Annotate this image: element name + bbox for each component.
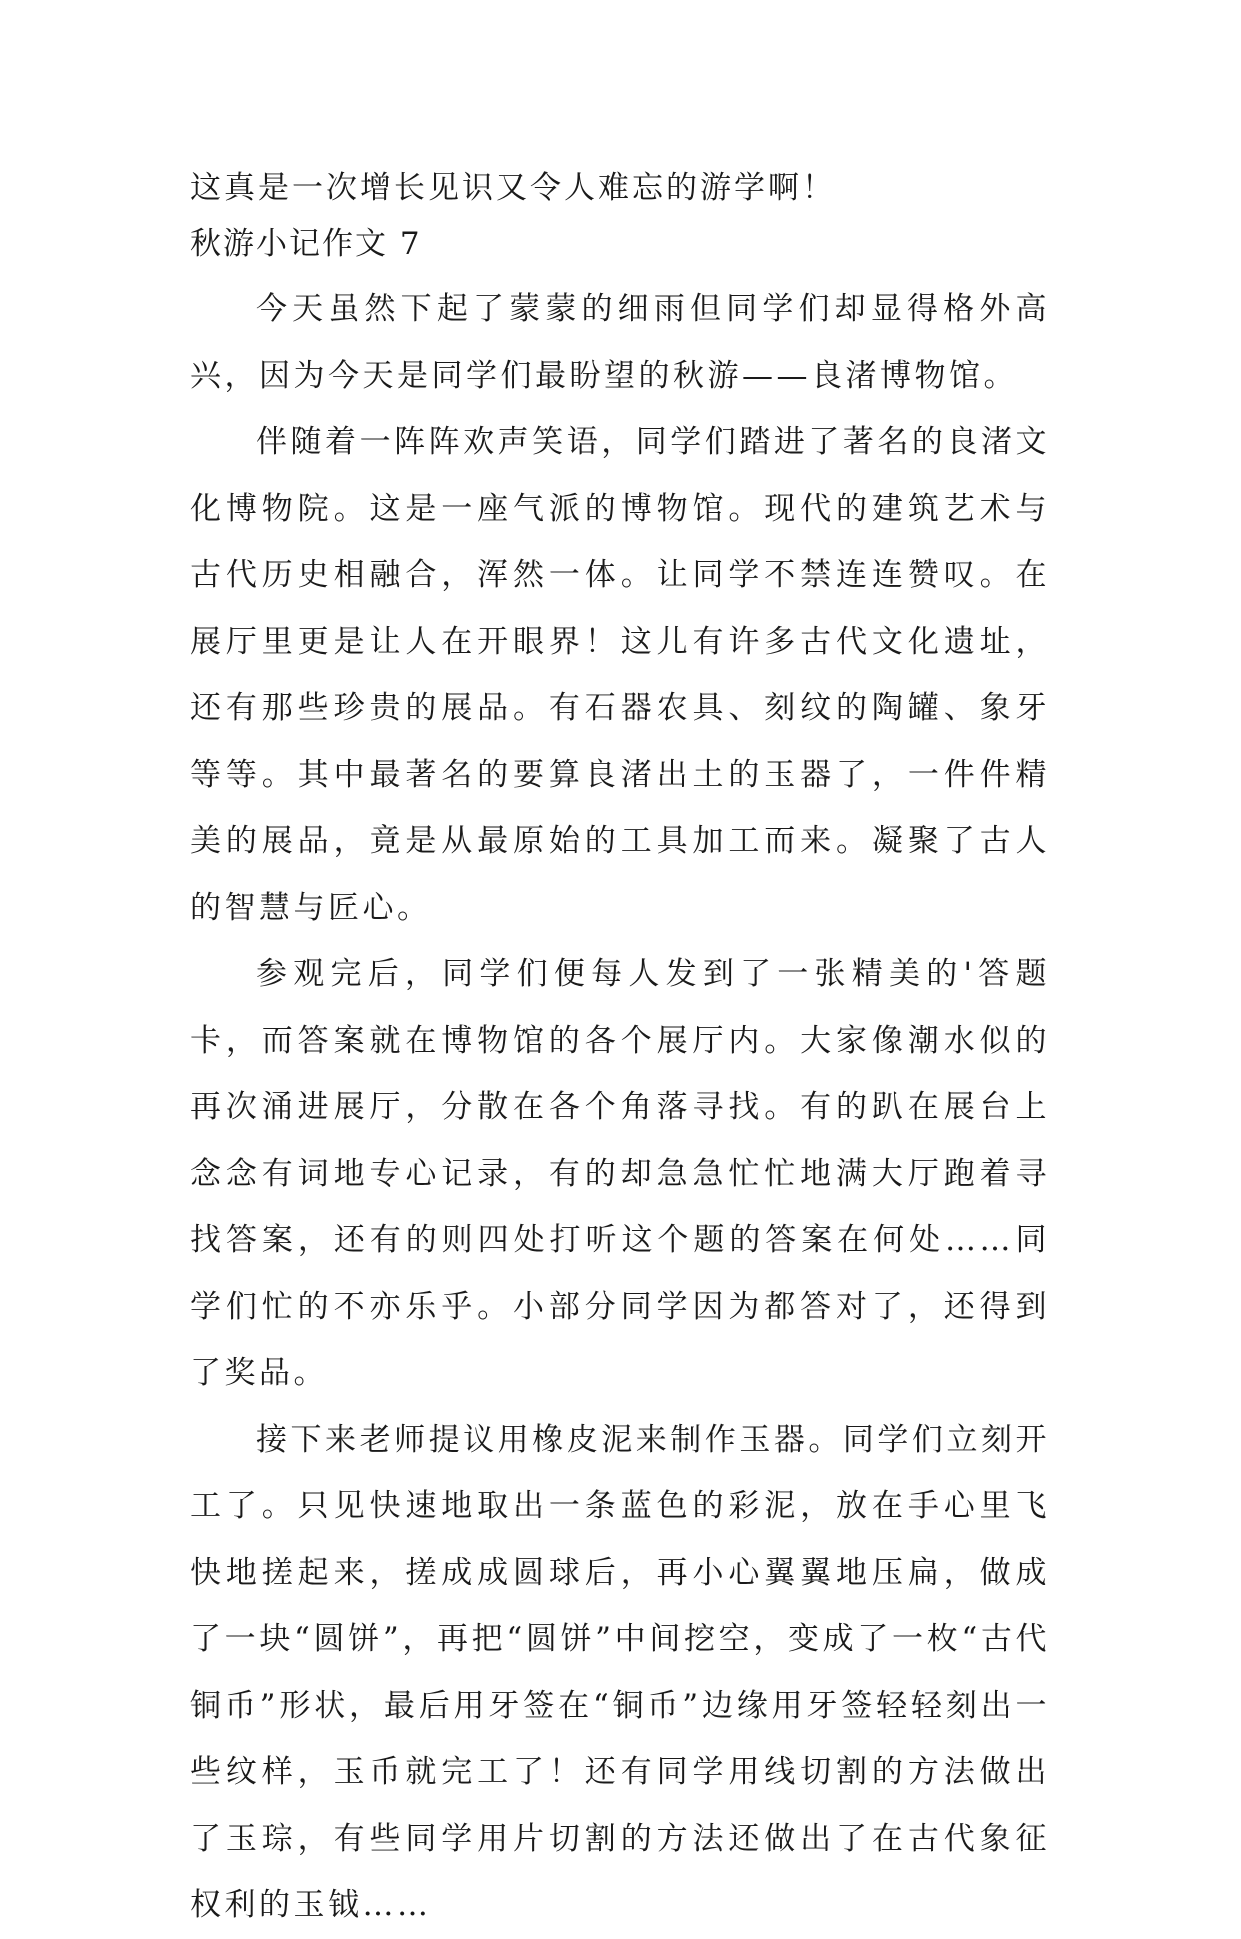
document-body [190, 160, 1050, 1939]
paragraph-1: 今天虽然下起了蒙蒙的细雨但同学们却显得格外高兴，因为今天是同学们最盼望的秋游——良渚博物馆。 [190, 291, 1050, 394]
paragraph-2: 伴随着一阵阵欢声笑语，同学们踏进了著名的良渚文化博物院。这是一座气派的博物馆。现代的建筑艺术与古代历史相融合，浑然一体。让同学不禁连连赞叹。在展厅里更是让人在开眼界！这儿有许多古代文化遗址，还有那些珍贵的展品。有石器农具、刻纹的陶罐、象牙等等。其中最著名的要算良渚出土的玉器了，一件件精美的展品，竟是从最原始的工具加工而来。凝聚了古人的智慧与匠心。 [190, 424, 1050, 926]
paragraph-3: 参观完后，同学们便每人发到了一张精美的'答题卡，而答案就在博物馆的各个展厅内。大家像潮水似的再次涌进展厅，分散在各个角落寻找。有的趴在展台上念念有词地专心记录，有的却急急忙忙地满大厅跑着寻找答案，还有的则四处打听这个题的答案在何处……同学们忙的不亦乐乎。小部分同学因为都答对了，还得到了奖品。 [190, 956, 1050, 1391]
paragraph-4: 接下来老师提议用橡皮泥来制作玉器。同学们立刻开工了。只见快速地取出一条蓝色的彩泥，放在手心里飞快地搓起来，搓成成圆球后，再小心翼翼地压扁，做成了一块“圆饼”，再把“圆饼”中间挖空，变成了一枚“古代铜币”形状，最后用牙签在“铜币”边缘用牙签轻轻刻出一些纹样，玉币就完工了！还有同学用线切割的方法做出了玉琮，有些同学用片切割的方法还做出了在古代象征权利的玉钺…… [190, 1421, 1050, 1923]
section-title: 秋游小记作文 7 [190, 226, 422, 262]
closing-line: 这真是一次增长见识又令人难忘的游学啊！ [190, 170, 836, 206]
